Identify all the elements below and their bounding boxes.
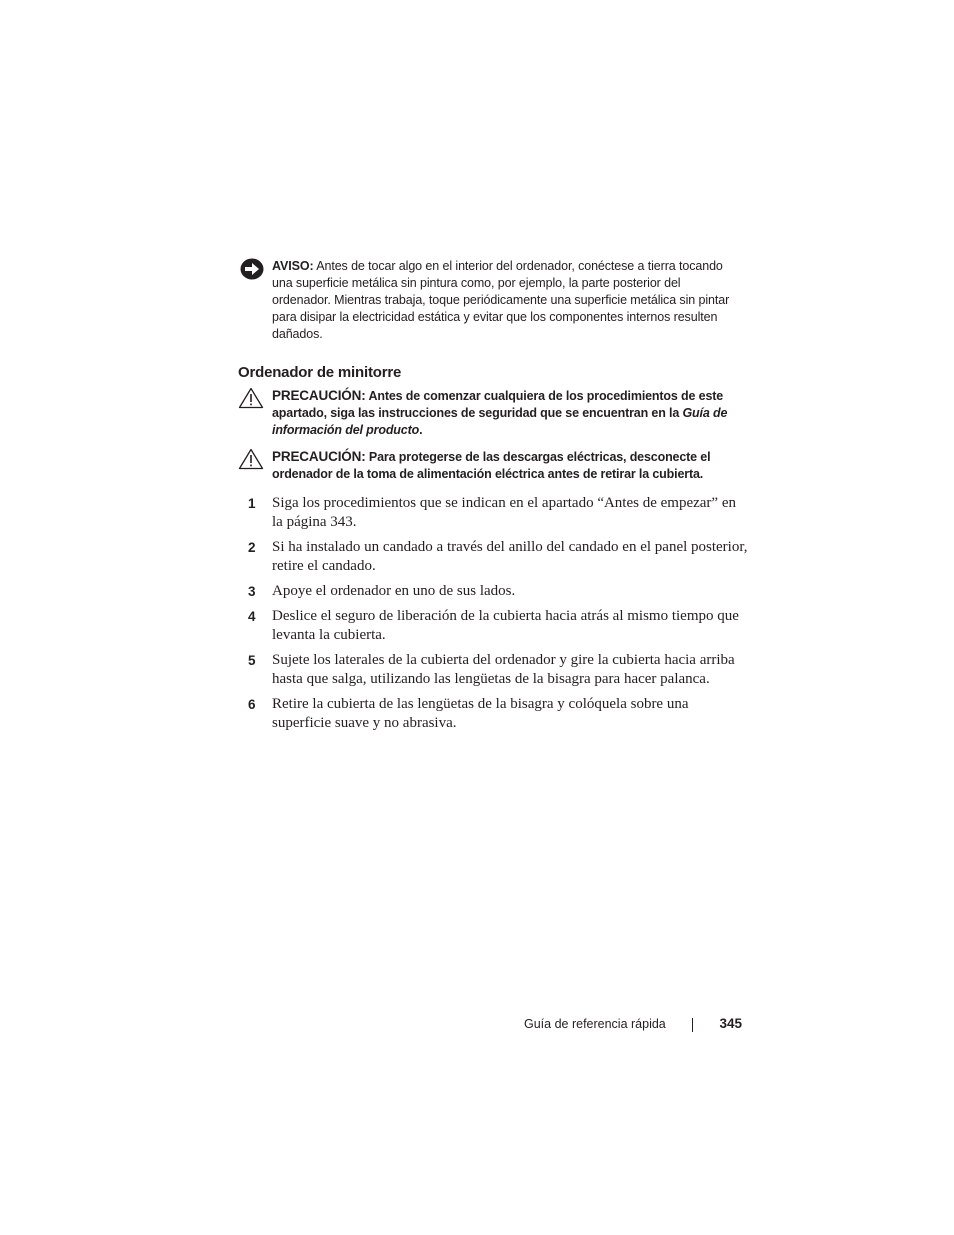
step-text: Deslice el seguro de liberación de la cubierta hacia atrás al mismo tiempo que levanta la cubierta. — [272, 608, 739, 643]
caution-block-1 — [238, 387, 738, 439]
warning-triangle-icon — [238, 387, 264, 409]
notice-block — [240, 258, 740, 343]
step-number: 6 — [248, 697, 256, 712]
list-item — [248, 695, 748, 733]
page-number: 345 — [719, 1016, 742, 1031]
notice-body: Antes de tocar algo en el interior del ordenador, conéctese a tierra tocando una superficie metálica sin pintura como, por ejemplo, la parte posterior del ordenador. Mientras trabaja, toque periódicamente una superficie metálica sin pintar para disipar la electricidad estática y evitar que los componentes internos resulten dañados. — [272, 259, 730, 341]
list-item — [248, 651, 748, 689]
section-title: Ordenador de minitorre — [238, 364, 402, 381]
step-number: 3 — [248, 584, 256, 599]
footer-divider — [692, 1018, 693, 1032]
step-text: Siga los procedimientos que se indican en el apartado “Antes de empezar” en la página 343. — [272, 495, 736, 530]
caution-block-2 — [238, 448, 738, 483]
list-item — [248, 582, 748, 601]
list-item — [248, 538, 748, 576]
caution-label: PRECAUCIÓN: — [272, 449, 366, 464]
list-item — [248, 607, 748, 645]
warning-triangle-icon — [238, 448, 264, 470]
caution-body: Antes de comenzar cualquiera de los procedimientos de este apartado, siga las instrucciones de seguridad que se encuentran en la — [272, 389, 724, 420]
caution-end: . — [419, 423, 423, 437]
notice-label: AVISO: — [272, 259, 314, 273]
notice-arrow-icon — [240, 258, 264, 280]
list-item — [248, 494, 748, 532]
step-text: Si ha instalado un candado a través del anillo del candado en el panel posterior, retire el candado. — [272, 539, 748, 574]
step-text: Retire la cubierta de las lengüetas de la bisagra y colóquela sobre una superficie suave y no abrasiva. — [272, 696, 689, 731]
steps-list — [248, 494, 748, 739]
footer-title: Guía de referencia rápida — [524, 1017, 666, 1031]
step-text: Apoye el ordenador en uno de sus lados. — [272, 583, 516, 599]
caution-text-1 — [272, 387, 738, 439]
step-number: 1 — [248, 496, 256, 511]
caution-text-2 — [272, 448, 738, 483]
step-number: 5 — [248, 653, 256, 668]
notice-text — [272, 258, 740, 343]
page-footer — [520, 1016, 742, 1034]
product-guide-reference: Guía de información del producto — [272, 406, 728, 437]
step-number: 4 — [248, 609, 256, 624]
step-number: 2 — [248, 540, 256, 555]
caution-label: PRECAUCIÓN: — [272, 388, 366, 403]
caution-body: Para protegerse de las descargas eléctricas, desconecte el ordenador de la toma de alimentación eléctrica antes de retirar la cubierta. — [272, 450, 711, 481]
step-text: Sujete los laterales de la cubierta del ordenador y gire la cubierta hacia arriba hasta que salga, utilizando las lengüetas de la bisagra para hacer palanca. — [272, 652, 735, 687]
